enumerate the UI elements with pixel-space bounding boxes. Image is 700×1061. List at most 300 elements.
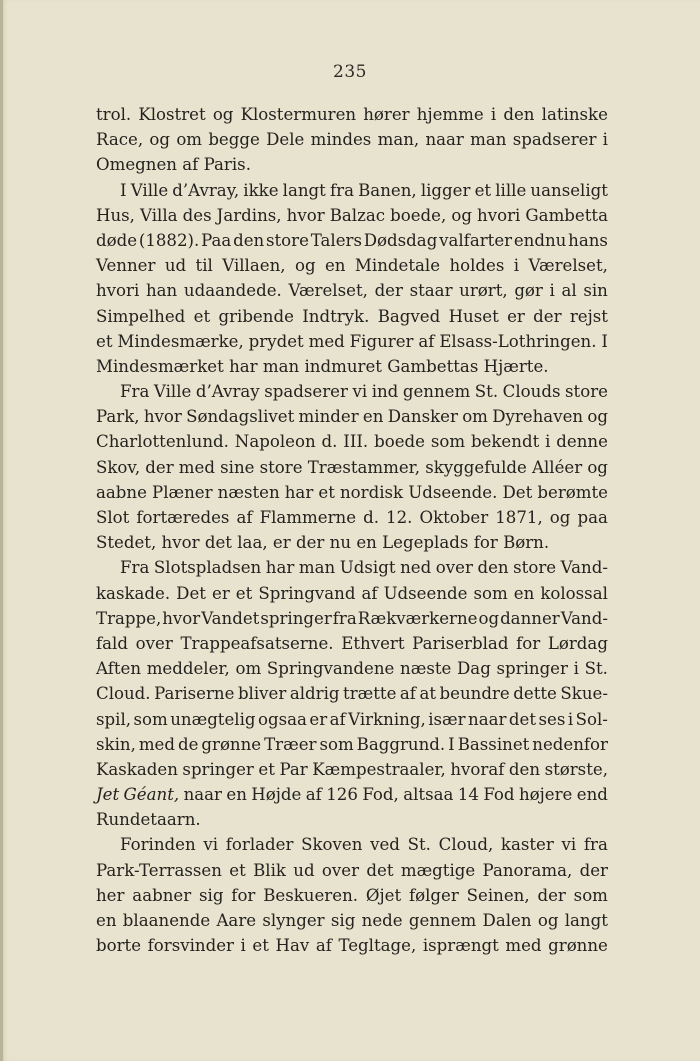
word: for: [516, 633, 541, 653]
word: Beskueren.: [263, 885, 359, 905]
word: har: [265, 558, 295, 578]
word: Springvandene: [266, 659, 395, 679]
word: hvori: [477, 205, 521, 225]
word: af: [236, 508, 253, 527]
text-line: [96, 304, 608, 329]
word: er: [309, 709, 328, 729]
word: ikke: [243, 180, 279, 200]
word: en: [96, 911, 117, 930]
word: prydet: [248, 331, 304, 351]
word: Baggrund.: [356, 734, 446, 754]
word: springer: [260, 608, 332, 628]
word: Par: [279, 759, 308, 779]
text-line: [96, 681, 608, 706]
word: den: [503, 105, 535, 124]
text-line: [96, 656, 608, 681]
word: Hjærte.: [483, 356, 549, 376]
word: hvoraf: [450, 759, 505, 779]
word: fra: [583, 835, 608, 855]
word: Træer: [264, 734, 317, 754]
word: et: [474, 180, 492, 200]
word: Jet: [96, 785, 120, 805]
word: ved: [370, 835, 400, 855]
word: gennem: [408, 911, 477, 930]
text-line: [96, 555, 608, 580]
word: Virkning,: [348, 709, 426, 729]
word: hjemme: [416, 105, 484, 124]
word: Elsass-Lothringen.: [439, 331, 597, 351]
word: Napoleon: [234, 432, 316, 452]
word: Cloud,: [438, 835, 494, 855]
word: og: [149, 130, 171, 150]
word: Rundetaarn.: [96, 810, 201, 830]
word: mægtige: [400, 860, 476, 880]
word: gør: [514, 281, 543, 301]
word: naar: [468, 709, 507, 729]
word: udaandede.: [183, 281, 282, 301]
word: Mindesmærke,: [117, 331, 244, 351]
word: Vandet: [201, 608, 260, 628]
word: Race,: [96, 130, 144, 150]
word: lille: [495, 180, 527, 200]
text-line: [96, 228, 608, 253]
word: I: [120, 180, 127, 200]
word: med: [178, 457, 215, 477]
text-line: [96, 480, 608, 505]
word: Værelset,: [288, 281, 368, 301]
word: fortæredes: [136, 508, 230, 527]
text-line: [96, 732, 608, 757]
word: 1871,: [495, 508, 543, 527]
word: Talers: [310, 230, 362, 250]
word: ogsaa: [258, 709, 307, 729]
word: d.: [321, 432, 338, 452]
word: trætte: [343, 684, 397, 704]
word: uanseligt: [530, 180, 608, 200]
word: man: [298, 558, 336, 578]
word: Géant,: [123, 785, 180, 805]
word: og: [537, 911, 559, 930]
text-line: [96, 606, 608, 631]
word: over: [435, 558, 473, 578]
text-line: [96, 883, 608, 908]
text-line: [96, 908, 608, 933]
word: her: [96, 885, 125, 905]
word: den: [508, 759, 541, 779]
word: i: [567, 709, 574, 729]
word: det: [508, 709, 537, 729]
word: Venner: [96, 256, 156, 276]
word: Det: [502, 482, 533, 502]
word: Udseende: [383, 583, 468, 603]
word: og: [587, 457, 608, 477]
word: Skue-: [560, 684, 608, 704]
word: af: [399, 684, 416, 704]
text-line: [96, 404, 608, 429]
word: ned: [400, 558, 432, 578]
word: Vand-: [560, 608, 608, 628]
word: der: [295, 533, 325, 553]
word: Park-Terrassen: [96, 860, 222, 880]
word: 12.: [386, 508, 413, 527]
word: Cloud.: [96, 684, 151, 704]
word: Indtryk.: [302, 306, 370, 326]
text-line: [96, 152, 608, 177]
word: har: [284, 482, 314, 502]
word: fra: [330, 180, 354, 200]
word: at: [419, 684, 437, 704]
word: danner: [500, 608, 560, 628]
word: store: [259, 457, 303, 477]
text-line: [96, 933, 608, 958]
word: af: [315, 936, 332, 956]
word: spadserer: [512, 130, 597, 150]
word: Klostret: [138, 105, 206, 124]
word: Aften: [96, 659, 142, 679]
word: Højde: [251, 785, 302, 805]
word: Dalen: [482, 911, 532, 930]
word: St.: [407, 835, 431, 855]
word: et: [96, 331, 113, 351]
word: springer: [496, 659, 568, 679]
word: af: [329, 709, 346, 729]
word: største,: [544, 759, 608, 779]
word: Huset: [448, 306, 499, 326]
word: det: [204, 533, 232, 553]
word: sin: [583, 281, 608, 301]
word: i: [573, 659, 579, 679]
word: Flammerne: [259, 508, 357, 527]
word: over: [135, 633, 173, 653]
word: langt: [282, 180, 326, 200]
word: Trappeafsatserne.: [180, 633, 334, 653]
word: Sol-: [575, 709, 608, 729]
word: paa: [577, 508, 608, 527]
word: er: [212, 583, 230, 603]
word: isprængt: [422, 936, 499, 956]
word: et: [318, 482, 335, 502]
word: borte: [96, 936, 142, 956]
word: og: [294, 256, 316, 276]
word: af: [182, 155, 199, 175]
word: aldrig: [289, 684, 340, 704]
word: som: [573, 885, 608, 905]
word: som: [473, 583, 508, 603]
word: Paris.: [203, 155, 251, 175]
word: der: [579, 860, 608, 880]
word: grønne: [201, 734, 262, 754]
word: Skov,: [96, 457, 141, 477]
word: et: [193, 306, 211, 326]
word: om: [235, 659, 262, 679]
word: der: [374, 281, 403, 301]
word: en: [513, 583, 535, 603]
word: spil,: [96, 709, 132, 729]
word: Stedet,: [96, 533, 157, 553]
word: Legeplads: [382, 533, 469, 553]
word: forsvinder: [147, 936, 234, 956]
word: forlader: [225, 835, 294, 855]
text-line: [96, 278, 608, 303]
word: store: [565, 382, 608, 402]
word: Fod,: [362, 785, 399, 805]
word: skyggefulde: [425, 457, 527, 477]
word: Mindetale: [354, 256, 441, 276]
word: rejst: [569, 306, 608, 326]
word: og: [451, 205, 472, 225]
word: Søndagslivet: [186, 407, 295, 427]
word: er: [507, 306, 525, 326]
text-line: [96, 102, 608, 127]
word: det: [366, 860, 394, 880]
word: og: [212, 105, 234, 124]
word: og: [587, 407, 608, 427]
word: trol.: [96, 105, 132, 124]
word: ud: [293, 860, 315, 880]
word: til: [195, 256, 213, 276]
word: spadserer: [264, 382, 348, 402]
word: Villaen,: [222, 256, 286, 276]
word: kolossal: [540, 583, 608, 603]
word: nedenfor: [532, 734, 608, 754]
word: Fra: [120, 558, 150, 578]
word: unægtelig: [170, 709, 256, 729]
word: som: [319, 734, 354, 754]
word: Simpelhed: [96, 306, 186, 326]
word: der: [533, 306, 562, 326]
text-line: [96, 429, 608, 454]
word: med: [505, 936, 542, 956]
word: d’Avray: [195, 382, 260, 402]
text-line: [96, 782, 608, 807]
word: om: [462, 407, 488, 427]
word: Aare: [216, 911, 257, 930]
word: man: [262, 356, 300, 376]
text-line: [96, 253, 608, 278]
word: kaster: [500, 835, 554, 855]
word: er: [272, 533, 291, 553]
word: Fra: [120, 382, 150, 402]
word: en: [324, 256, 346, 276]
word: berømte: [537, 482, 608, 502]
text-line: [96, 203, 608, 228]
text-line: [96, 530, 608, 555]
word: har: [229, 356, 258, 376]
word: Alléer: [531, 457, 583, 477]
word: minder: [298, 407, 359, 427]
word: mindes: [310, 130, 372, 150]
text-line: [96, 505, 608, 530]
text-line: [96, 354, 608, 379]
word: Springvand: [258, 583, 356, 603]
word: I: [448, 734, 455, 754]
word: aabner: [132, 885, 192, 905]
word: store: [513, 558, 557, 578]
word: Skoven: [301, 835, 363, 855]
word: Jardins,: [216, 205, 282, 225]
word: bliver: [237, 684, 287, 704]
text-line: [96, 178, 608, 203]
text-line: [96, 329, 608, 354]
word: hører: [363, 105, 410, 124]
word: vi: [352, 382, 368, 402]
word: Træstammer,: [307, 457, 421, 477]
text-line: [96, 581, 608, 606]
word: d’Avray,: [172, 180, 240, 200]
text-line: [96, 631, 608, 656]
word: altsaa: [403, 785, 454, 805]
word: Pariserne: [154, 684, 235, 704]
word: al: [561, 281, 577, 301]
text-line: [96, 707, 608, 732]
word: Figurer: [349, 331, 414, 351]
word: Slotspladsen: [153, 558, 262, 578]
word: som: [133, 709, 168, 729]
word: den: [477, 558, 509, 578]
word: hvor: [161, 533, 200, 553]
word: (1882).: [138, 230, 200, 250]
word: man,: [377, 130, 420, 150]
word: Lørdag: [547, 633, 608, 653]
word: Klostermuren: [240, 105, 357, 124]
word: blaanende: [122, 911, 211, 930]
word: gennem: [402, 382, 471, 402]
word: Park,: [96, 407, 140, 427]
word: langt: [564, 911, 608, 930]
word: Gambetta: [525, 205, 608, 225]
text-line: [96, 455, 608, 480]
word: i: [602, 130, 608, 150]
word: Panorama,: [482, 860, 573, 880]
page-number: 235: [333, 62, 367, 82]
word: nu: [329, 533, 352, 553]
word: Fod: [483, 785, 515, 805]
word: ligger: [420, 180, 471, 200]
word: hans: [568, 230, 608, 250]
word: beundre: [439, 684, 510, 704]
word: ind: [371, 382, 399, 402]
text-line: [96, 858, 608, 883]
word: St.: [584, 659, 608, 679]
word: Blik: [253, 860, 286, 880]
body-text: [96, 102, 608, 958]
word: Clouds: [502, 382, 561, 402]
word: sine: [220, 457, 255, 477]
word: og: [549, 508, 571, 527]
word: Ville: [130, 180, 169, 200]
word: store: [266, 230, 309, 250]
word: af: [418, 331, 435, 351]
word: I: [601, 331, 608, 351]
word: ses: [538, 709, 566, 729]
word: vi: [203, 835, 219, 855]
word: valfarter: [439, 230, 513, 250]
word: af: [361, 583, 378, 603]
word: i: [490, 105, 497, 124]
word: Paa: [201, 230, 232, 250]
word: Omegnen: [96, 155, 177, 175]
word: Banen,: [358, 180, 417, 200]
word: skin,: [96, 734, 136, 754]
word: i: [240, 936, 246, 956]
word: der: [537, 885, 566, 905]
word: Trappe,: [96, 608, 162, 628]
word: Øjet: [365, 885, 402, 905]
text-line: [96, 127, 608, 152]
word: naar: [183, 785, 222, 805]
text-line: [96, 832, 608, 857]
word: d.: [363, 508, 379, 527]
word: Rækværkerne: [357, 608, 478, 628]
word: Oktober: [419, 508, 489, 527]
word: Bagved: [377, 306, 441, 326]
word: Udsigt: [339, 558, 396, 578]
word: af: [305, 785, 322, 805]
word: Vand-: [560, 558, 608, 578]
text-line: [96, 757, 608, 782]
word: Villa: [140, 205, 178, 225]
word: des: [182, 205, 212, 225]
word: Seinen,: [466, 885, 530, 905]
word: Ville: [153, 382, 192, 402]
word: om: [176, 130, 203, 150]
word: et: [229, 860, 246, 880]
word: springer: [182, 759, 254, 779]
word: end: [576, 785, 608, 805]
word: et: [235, 583, 253, 603]
word: han: [145, 281, 178, 301]
word: Ethvert: [341, 633, 405, 653]
word: Dyrehaven: [492, 407, 584, 427]
page-binding-edge: [0, 0, 3, 1061]
word: sig: [330, 911, 356, 930]
word: og: [478, 608, 500, 628]
word: følger: [408, 885, 459, 905]
word: sig: [199, 885, 224, 905]
word: indmuret: [304, 356, 382, 376]
word: urørt,: [459, 281, 508, 301]
word: Kæmpestraaler,: [312, 759, 446, 779]
word: Charlottenlund.: [96, 432, 229, 452]
word: Værelset,: [528, 256, 608, 276]
word: denne: [556, 432, 608, 452]
word: den: [233, 230, 265, 250]
word: fra: [332, 608, 357, 628]
word: Dele: [266, 130, 305, 150]
word: kaskade.: [96, 583, 171, 603]
word: vi: [561, 835, 577, 855]
word: boede,: [390, 205, 447, 225]
word: en: [356, 533, 377, 553]
word: for: [473, 533, 498, 553]
word: med: [308, 331, 345, 351]
word: grønne: [548, 936, 608, 956]
word: hvor: [286, 205, 325, 225]
word: Forinden: [120, 835, 196, 855]
word: der: [145, 457, 174, 477]
word: et: [252, 936, 269, 956]
word: laa,: [237, 533, 268, 553]
word: døde: [96, 230, 138, 250]
word: Slot: [96, 508, 130, 527]
word: et: [258, 759, 275, 779]
word: bekendt: [470, 432, 540, 452]
text-line: [96, 379, 608, 404]
word: i: [513, 256, 520, 276]
word: latinske: [541, 105, 608, 124]
word: næsten: [217, 482, 280, 502]
word: Kaskaden: [96, 759, 178, 779]
